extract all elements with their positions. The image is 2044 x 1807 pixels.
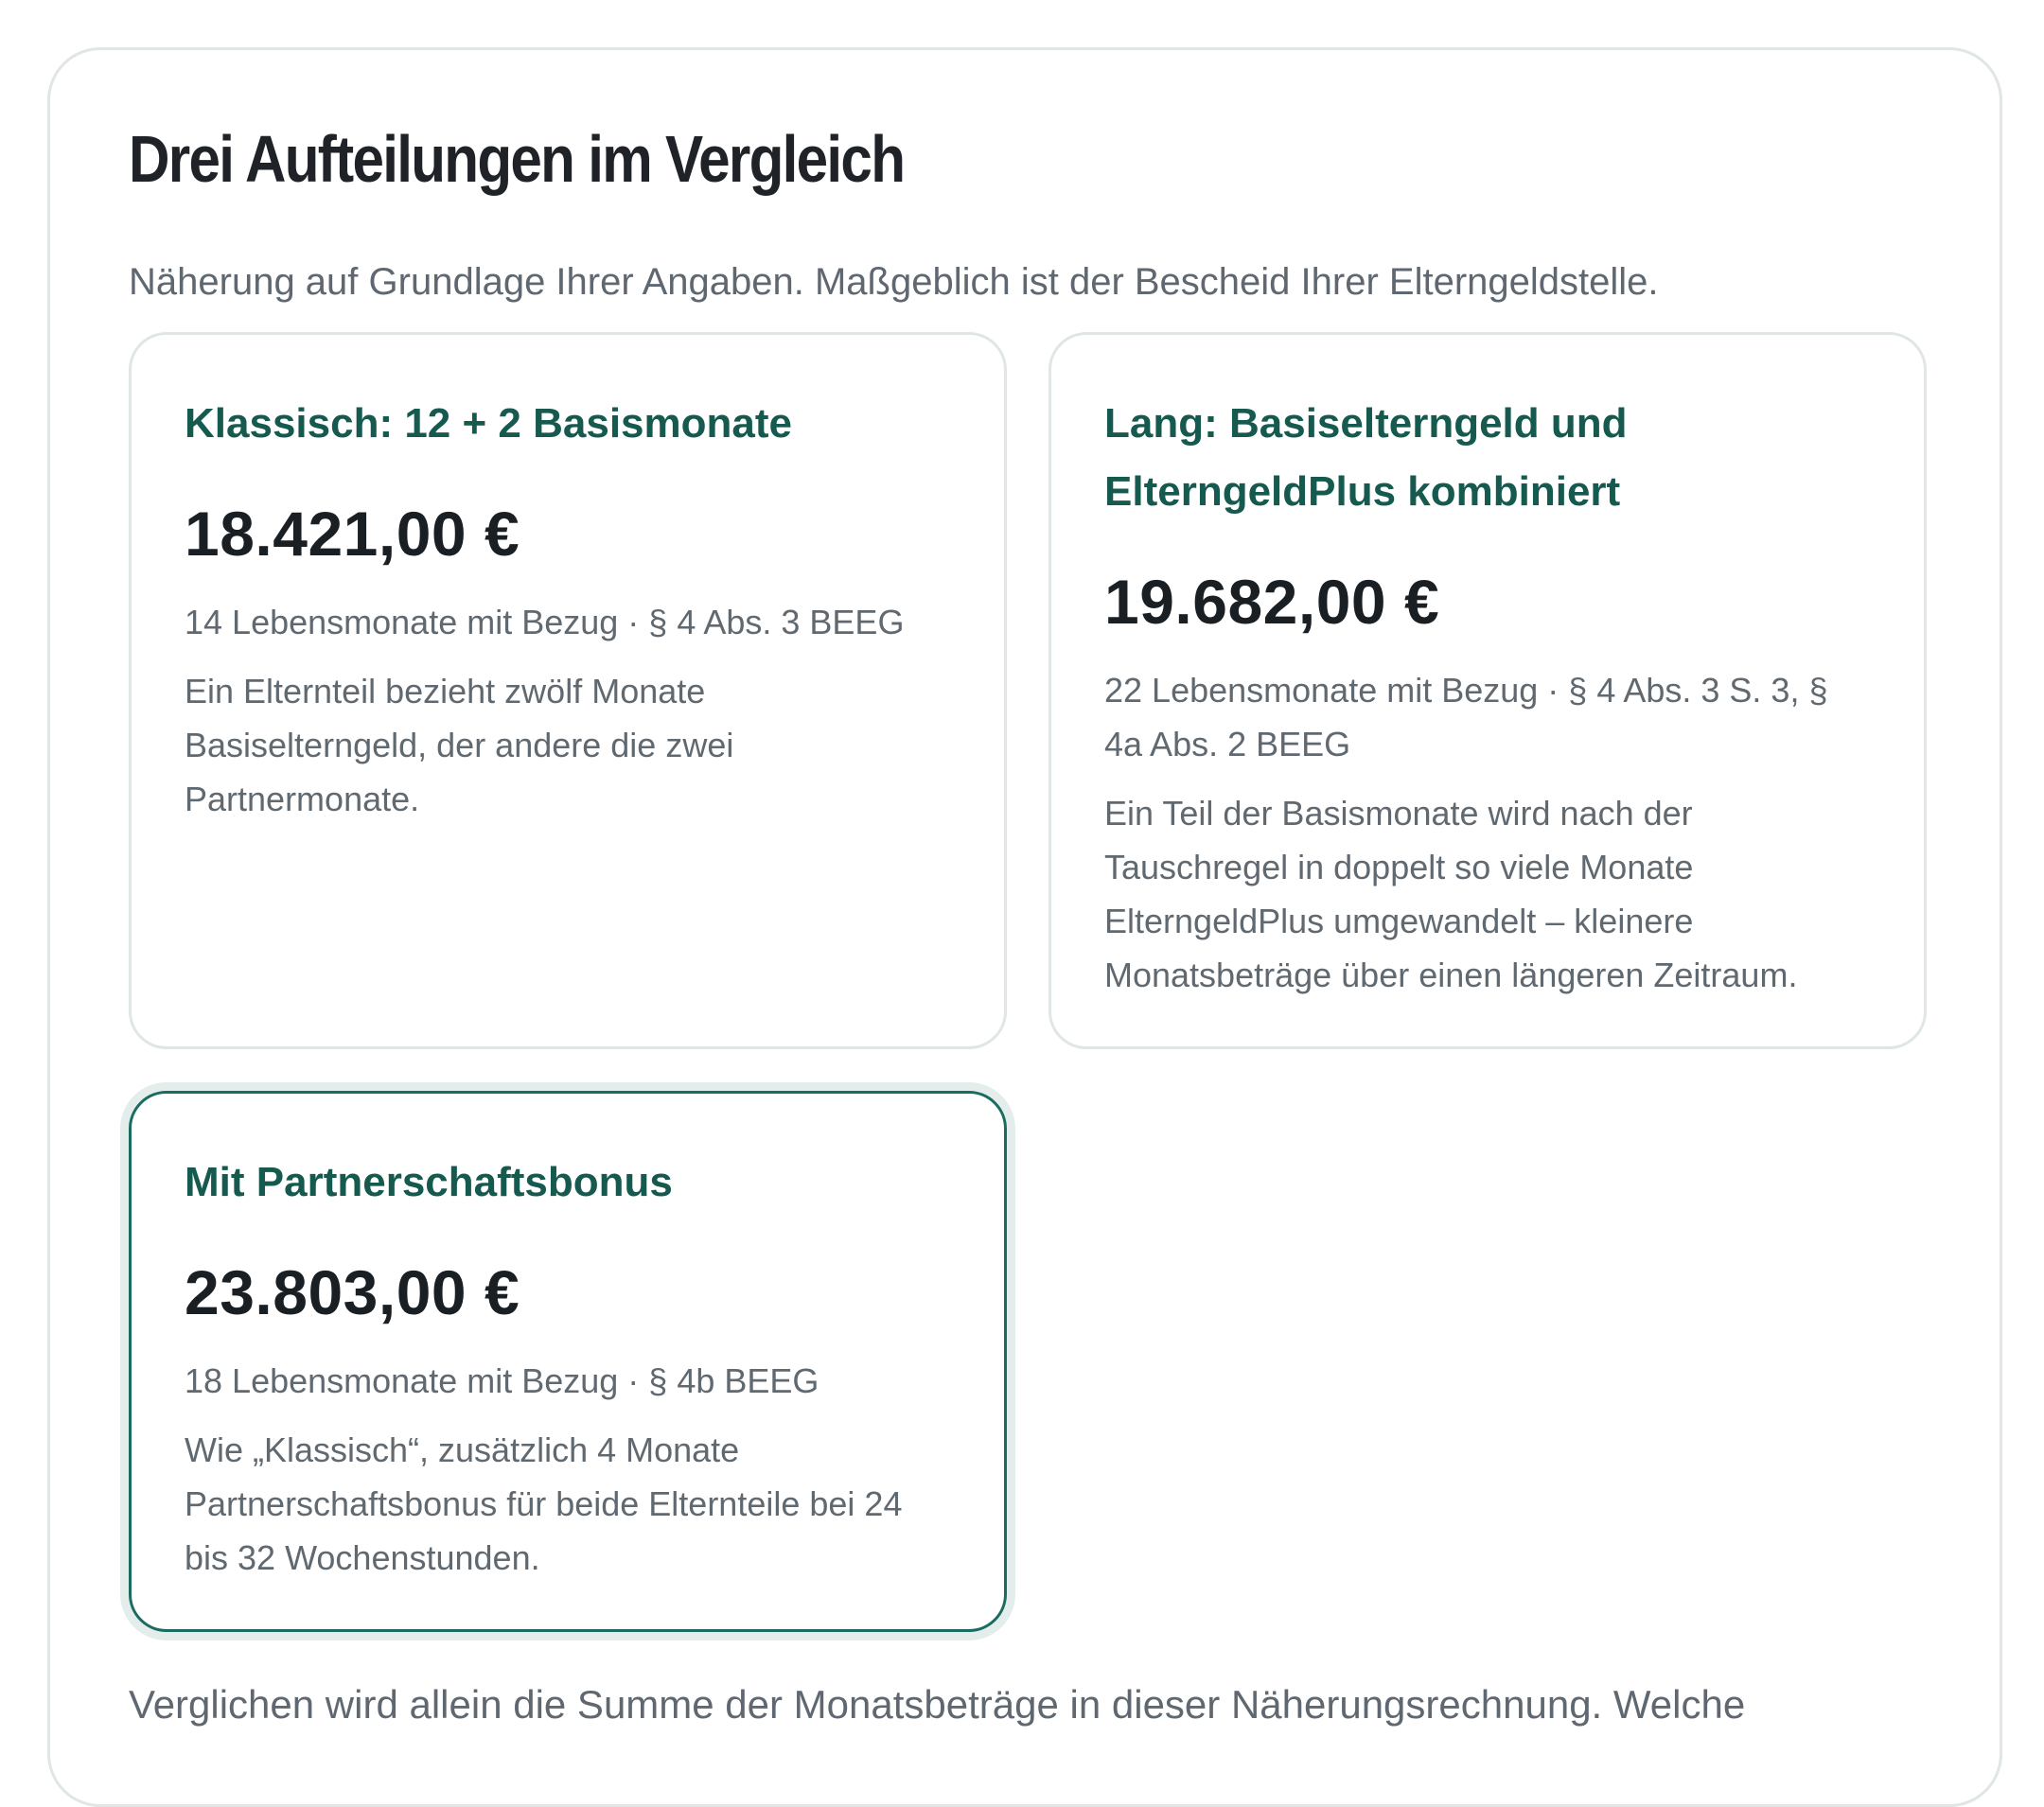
option-meta: 22 Lebensmonate mit Bezug · § 4 Abs. 3 S. 3, § 4a Abs. 2 BEEG xyxy=(1104,670,1828,763)
option-meta: 18 Lebensmonate mit Bezug · § 4b BEEG xyxy=(185,1360,819,1400)
option-card-classic[interactable] xyxy=(129,332,1007,1049)
option-amount: 18.421,00 € xyxy=(185,499,520,569)
option-title: Lang: Basiselterngeld und ElterngeldPlus kombiniert xyxy=(1104,400,1628,515)
option-meta: 14 Lebensmonate mit Bezug · § 4 Abs. 3 BEEG xyxy=(185,602,905,641)
option-description: Ein Teil der Basismonate wird nach der Tauschregel in doppelt so viele Monate ElterngeldPlus umgewandelt – kleinere Monatsbeträge über einen längeren Zeitraum. xyxy=(1104,793,1798,994)
option-amount: 23.803,00 € xyxy=(185,1257,520,1327)
option-description: Ein Elternteil bezieht zwölf Monate Basiselterngeld, der andere die zwei Partnermonate. xyxy=(185,671,734,818)
option-card-partnership-bonus[interactable] xyxy=(129,1091,1007,1632)
option-title: Klassisch: 12 + 2 Basismonate xyxy=(185,400,792,447)
section-subtitle: Näherung auf Grundlage Ihrer Angaben. Maßgeblich ist der Bescheid Ihrer Elterngeldstelle. xyxy=(129,261,1659,303)
option-title: Mit Partnerschaftsbonus xyxy=(185,1159,673,1205)
option-amount: 19.682,00 € xyxy=(1104,567,1440,637)
option-description: Wie „Klassisch“, zusätzlich 4 Monate Partnerschaftsbonus für beide Elternteile bei 24 bis 32 Wochenstunden. xyxy=(185,1430,903,1577)
option-card-long[interactable] xyxy=(1048,332,1927,1049)
page-title: Drei Aufteilungen im Vergleich xyxy=(129,122,905,196)
footer-note: Verglichen wird allein die Summe der Monatsbeträge in dieser Näherungsrechnung. Welche xyxy=(129,1682,1746,1727)
